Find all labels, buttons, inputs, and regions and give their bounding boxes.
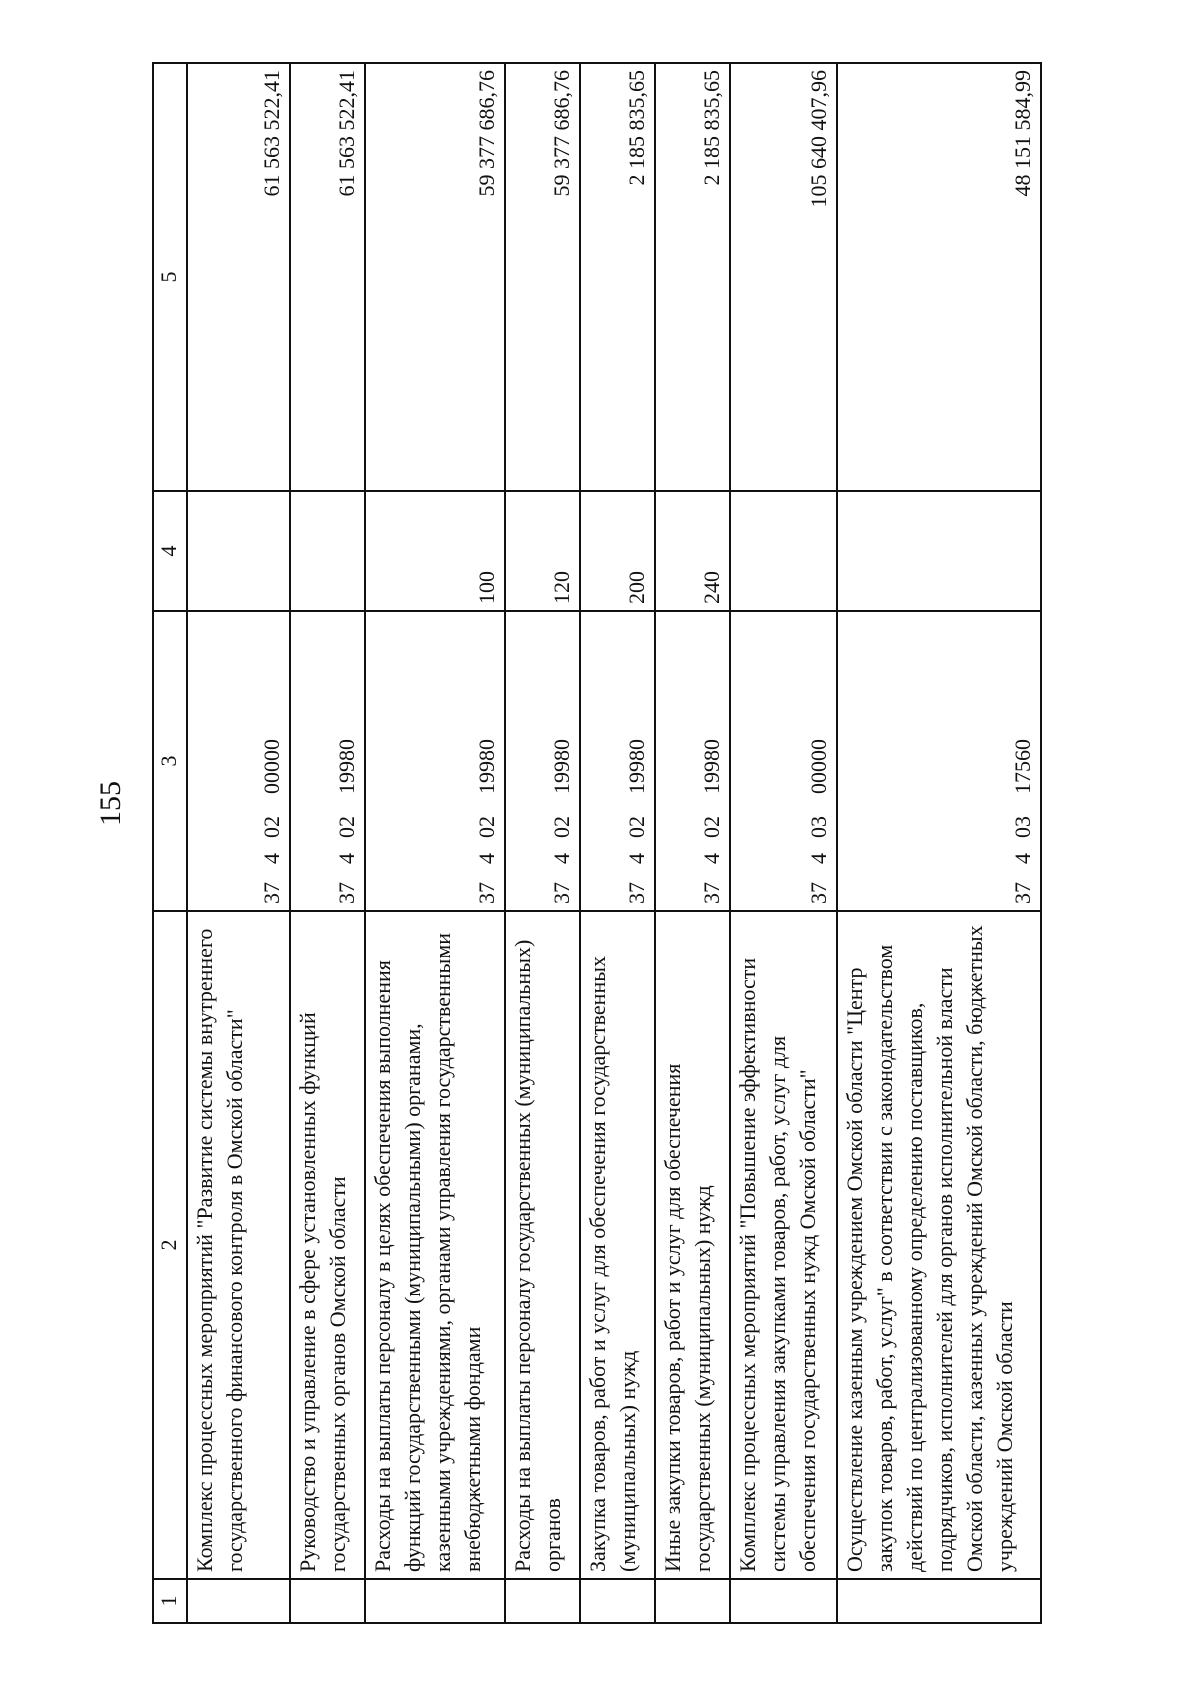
code-part: 4 bbox=[548, 853, 574, 864]
row-description: Расходы на выплаты персоналу государственных (муниципальных) органов bbox=[505, 911, 580, 1579]
row-amount: 61 563 522,41 bbox=[290, 63, 365, 491]
code-part: 37 bbox=[334, 882, 360, 904]
code-part: 4 bbox=[259, 853, 285, 864]
row-index-cell bbox=[290, 1579, 365, 1623]
header-cell-5: 5 bbox=[153, 63, 187, 491]
code-part: 37 bbox=[473, 882, 499, 904]
row-amount: 105 640 407,96 bbox=[730, 63, 837, 491]
row-index-cell bbox=[730, 1579, 837, 1623]
row-expense-type: 240 bbox=[655, 491, 730, 611]
row-code bbox=[365, 611, 504, 911]
row-index-cell bbox=[580, 1579, 655, 1623]
row-index-cell bbox=[655, 1579, 730, 1623]
row-code bbox=[187, 611, 290, 911]
row-expense-type bbox=[837, 491, 1041, 611]
code-part: 02 bbox=[623, 816, 649, 838]
row-amount: 61 563 522,41 bbox=[187, 63, 290, 491]
code-part: 00000 bbox=[806, 739, 832, 794]
row-amount: 48 151 584,99 bbox=[837, 63, 1041, 491]
row-description: Расходы на выплаты персоналу в целях обеспечения выполнения функций государственными (муниципальными) органами, казенными учреждениями, органами управления государственными внебюджетными фондами bbox=[365, 911, 504, 1579]
table-row bbox=[365, 63, 504, 1623]
header-cell-4: 4 bbox=[153, 491, 187, 611]
row-code bbox=[580, 611, 655, 911]
row-amount: 2 185 835,65 bbox=[655, 63, 730, 491]
code-part: 19980 bbox=[473, 739, 499, 794]
row-description: Закупка товаров, работ и услуг для обеспечения государственных (муниципальных) нужд bbox=[580, 911, 655, 1579]
row-expense-type: 120 bbox=[505, 491, 580, 611]
code-part: 19980 bbox=[548, 739, 574, 794]
header-cell-3: 3 bbox=[153, 611, 187, 911]
row-description: Иные закупки товаров, работ и услуг для обеспечения государственных (муниципальных) нужд bbox=[655, 911, 730, 1579]
code-part: 37 bbox=[259, 882, 285, 904]
row-code bbox=[837, 611, 1041, 911]
code-part: 02 bbox=[334, 816, 360, 838]
table-row bbox=[837, 63, 1041, 1623]
code-part: 4 bbox=[334, 853, 360, 864]
table-row bbox=[187, 63, 290, 1623]
table-row bbox=[505, 63, 580, 1623]
code-part: 00000 bbox=[259, 739, 285, 794]
row-expense-type bbox=[187, 491, 290, 611]
code-part: 37 bbox=[1010, 882, 1035, 904]
page-number: 155 bbox=[94, 781, 127, 826]
row-index-cell bbox=[365, 1579, 504, 1623]
code-part: 4 bbox=[623, 853, 649, 864]
table-row bbox=[290, 63, 365, 1623]
row-description: Комплекс процессных мероприятий "Повышение эффективности системы управления закупками товаров, работ, услуг для обеспечения государственных нужд Омской области" bbox=[730, 911, 837, 1579]
row-expense-type: 100 bbox=[365, 491, 504, 611]
code-part: 4 bbox=[473, 853, 499, 864]
code-part: 17560 bbox=[1010, 739, 1035, 794]
row-expense-type bbox=[290, 491, 365, 611]
row-code bbox=[655, 611, 730, 911]
row-expense-type bbox=[730, 491, 837, 611]
code-part: 4 bbox=[1010, 853, 1035, 864]
code-part: 19980 bbox=[623, 739, 649, 794]
row-code bbox=[730, 611, 837, 911]
table-header-row bbox=[153, 63, 187, 1623]
row-description: Осуществление казенным учреждением Омской области "Центр закупок товаров, работ, услуг" в соответствии с законодательством действий по централизованному определению поставщиков, подрядчиков, исполнителей для органов исполнительной власти Омской области, казенных учреждений Омской области, бюджетных учреждений Омской области bbox=[837, 911, 1041, 1579]
table-row bbox=[655, 63, 730, 1623]
code-part: 4 bbox=[806, 853, 832, 864]
code-part: 4 bbox=[698, 853, 724, 864]
header-cell-2: 2 bbox=[153, 911, 187, 1579]
row-amount: 59 377 686,76 bbox=[505, 63, 580, 491]
row-index-cell bbox=[187, 1579, 290, 1623]
code-part: 37 bbox=[623, 882, 649, 904]
row-expense-type: 200 bbox=[580, 491, 655, 611]
code-part: 37 bbox=[698, 882, 724, 904]
code-part: 19980 bbox=[334, 739, 360, 794]
row-index-cell bbox=[505, 1579, 580, 1623]
budget-table bbox=[152, 62, 1042, 1624]
row-description: Руководство и управление в сфере установленных функций государственных органов Омской области bbox=[290, 911, 365, 1579]
row-code bbox=[290, 611, 365, 911]
row-index-cell bbox=[837, 1579, 1041, 1623]
code-part: 02 bbox=[259, 816, 285, 838]
code-part: 02 bbox=[473, 816, 499, 838]
code-part: 19980 bbox=[698, 739, 724, 794]
row-description: Комплекс процессных мероприятий "Развитие системы внутреннего государственного финансового контроля в Омской области" bbox=[187, 911, 290, 1579]
code-part: 03 bbox=[1010, 816, 1035, 838]
code-part: 03 bbox=[806, 816, 832, 838]
code-part: 02 bbox=[698, 816, 724, 838]
code-part: 02 bbox=[548, 816, 574, 838]
table-row bbox=[580, 63, 655, 1623]
code-part: 37 bbox=[548, 882, 574, 904]
row-amount: 59 377 686,76 bbox=[365, 63, 504, 491]
code-part: 37 bbox=[806, 882, 832, 904]
row-amount: 2 185 835,65 bbox=[580, 63, 655, 491]
header-cell-1: 1 bbox=[153, 1579, 187, 1623]
row-code bbox=[505, 611, 580, 911]
table-row bbox=[730, 63, 837, 1623]
